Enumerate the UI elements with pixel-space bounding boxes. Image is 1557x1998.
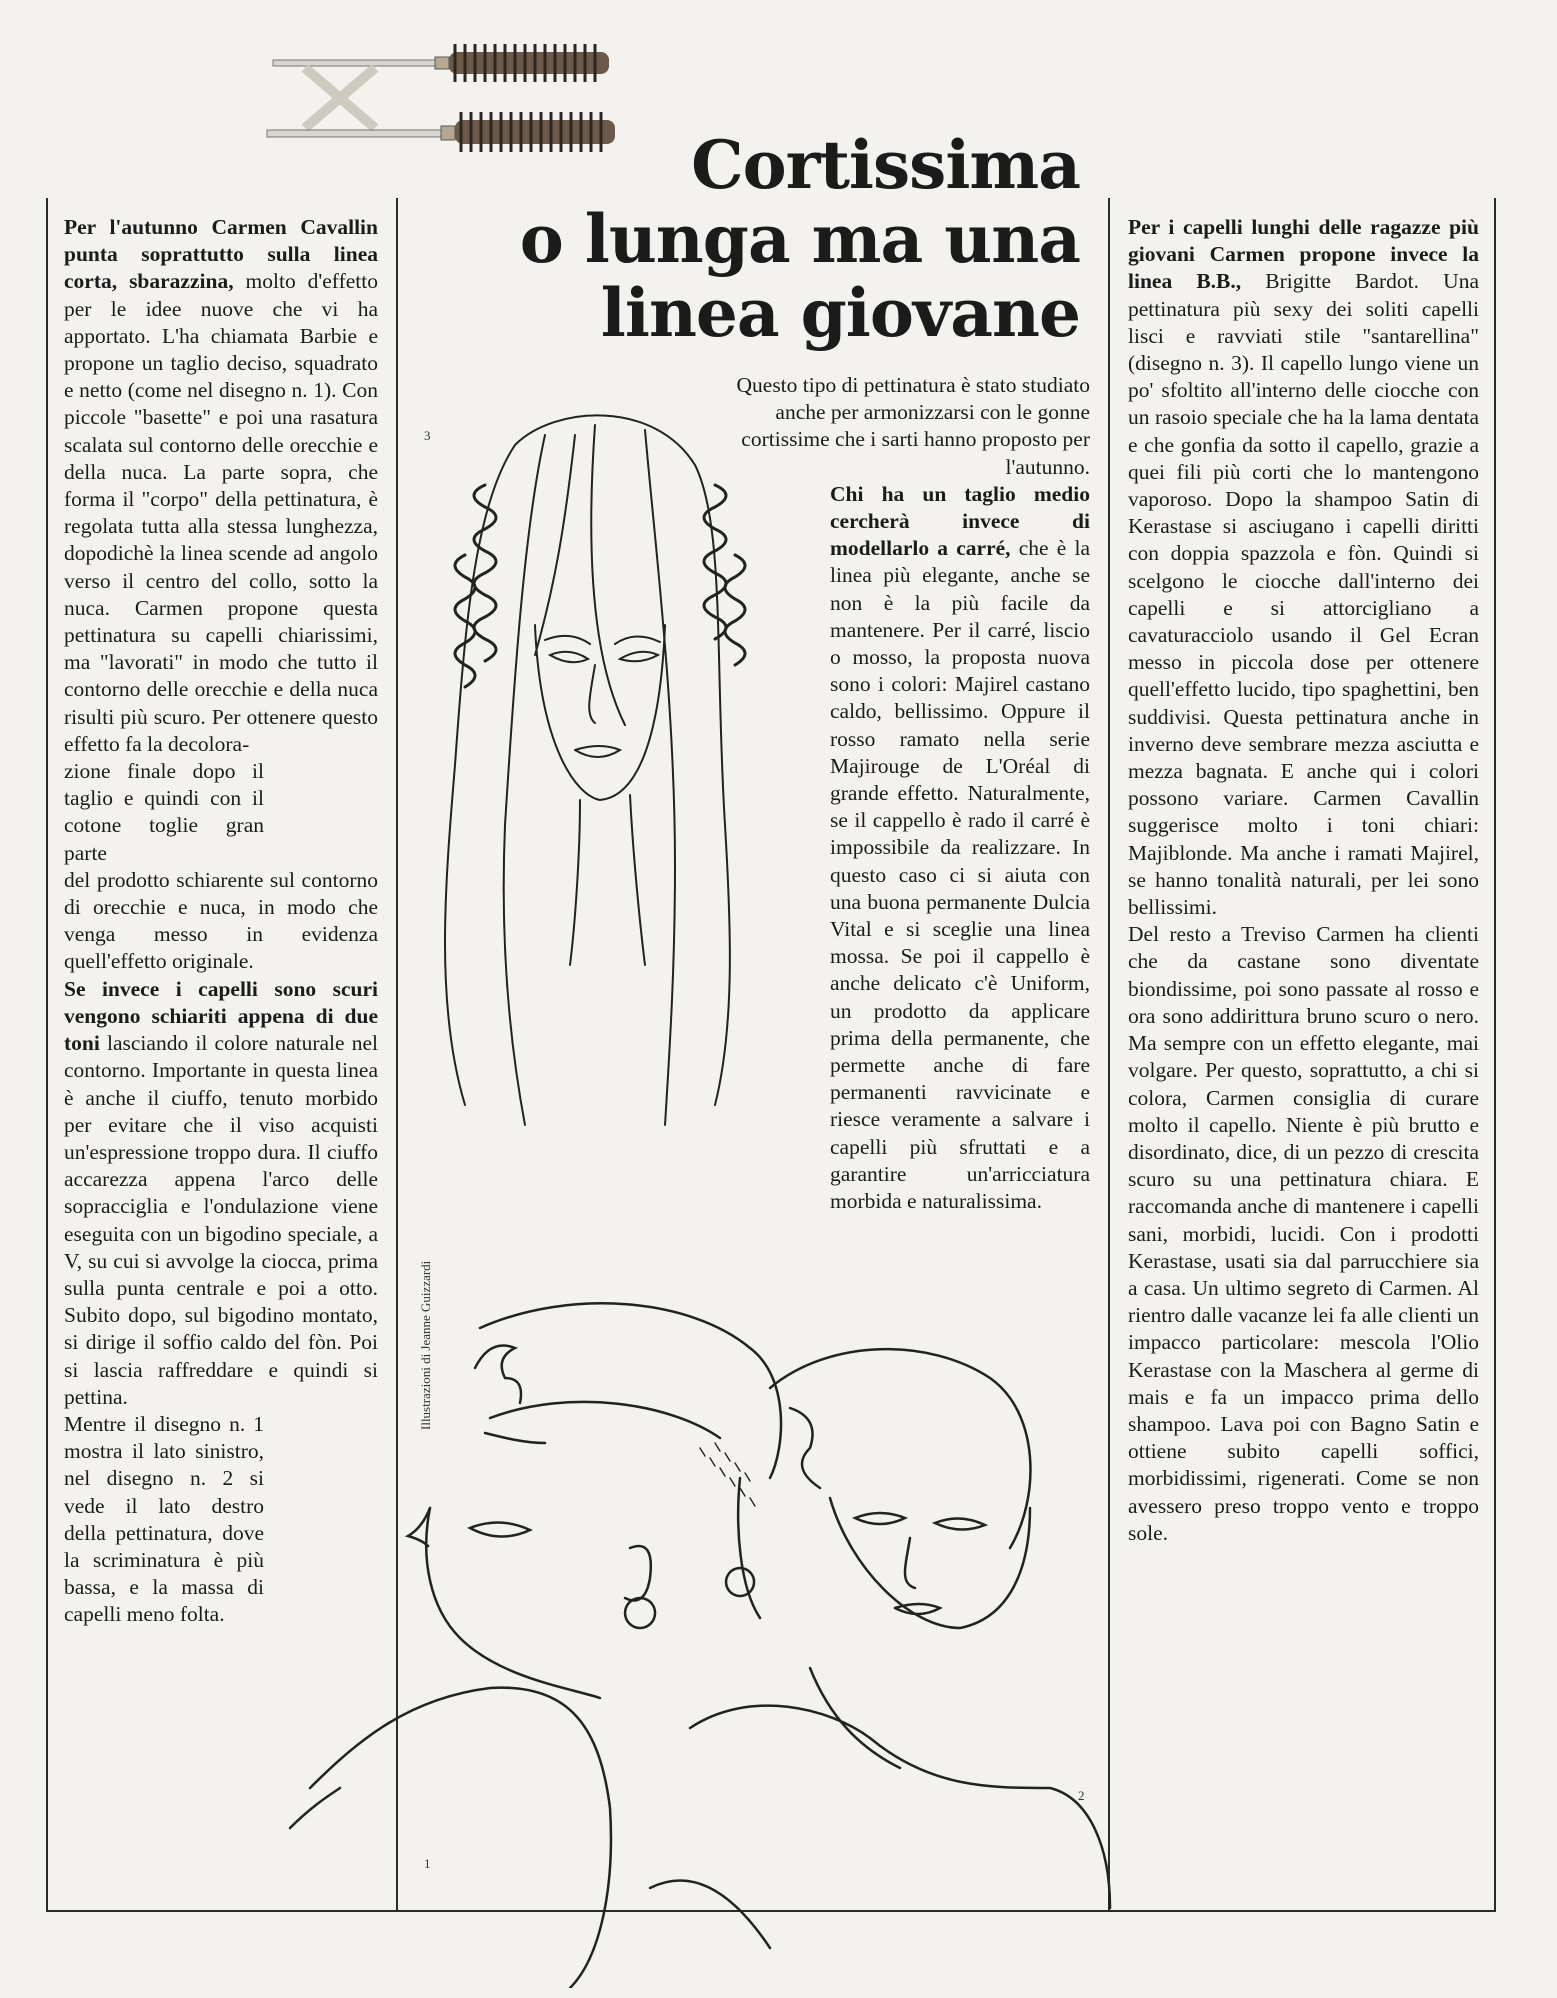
left-para-1 <box>64 214 378 758</box>
headline-line-1: Cortissima <box>691 126 1080 204</box>
left-para-1-wrap <box>64 758 264 867</box>
headline-line-2: o lunga ma una <box>519 200 1080 278</box>
rule-right-outer <box>1494 198 1496 1912</box>
left-para-1-narrow: zione finale dopo il taglio e quindi con il cotone toglie gran parte <box>64 759 264 865</box>
right-para-1 <box>1128 214 1479 921</box>
mid-para-2-text: che è la linea più elegante, anche se non è la più facile da mantenere. Per il carré, liscio o mosso, la proposta nuova sono i colori: Majirel castano caldo, bellissimo. Oppure il rosso ramato nella serie Majirouge de L'Oréal di grande effetto. Naturalmente, se il cappello è rado il carré è impossibile da realizzare. In questo caso ci si aiuta con una buona permanente Dulcia Vital e si sceglie una linea mossa. Se poi il cappello è anche delicato c'è Uniform, un prodotto da applicare prima della permanente, che permette anche di fare permanenti ravvicinate e riesce veramente a salvare i capelli più sfruttati e a garantire un'arricciatura morbida e naturalissima. <box>830 536 1090 1214</box>
mid-para-1 <box>690 372 1090 481</box>
right-para-2 <box>1128 921 1479 1547</box>
mid-para-2-bold: Chi ha un taglio medio cercherà invece di modellarlo a carré, <box>830 481 1090 561</box>
article-headline <box>440 128 1080 350</box>
right-lead-bold: Per i capelli lunghi delle ragazze più giovani Carmen propone invece la linea B.B., <box>1128 215 1479 294</box>
figure-1-label: 1 <box>424 1856 431 1871</box>
left-column <box>64 214 378 1629</box>
left-lead-bold: Per l'autunno Carmen Cavallin punta soprattutto sulla linea corta, sbarazzina, <box>64 215 378 294</box>
left-para-1-text: molto d'effetto per le idee nuove che vi ha apportato. L'ha chiamata Barbie e propone un taglio deciso, squadrato e netto (come nel disegno n. 1). Con piccole "basette" e poi una rasatura scalata sul contorno delle orecchie e della nuca. La parte sopra, che forma il "corpo" della pettinatura, è regolata tutta alla stessa lunghezza, dopodichè la linea scende ad angolo verso il centro del collo, sotto la nuca. Carmen propone questa pettinatura su capelli chiarissimi, ma "lavorati" in modo che tutto il contorno delle orecchie e della nuca risulti più scuro. Per ottenere questo effetto fa la decolora- <box>64 269 378 756</box>
left-para-3 <box>64 1411 264 1629</box>
right-para-2-text: Del resto a Treviso Carmen ha clienti che da castane sono diventate biondissime, poi sono passate al rosso e ora sono addirittura bruno scuro o nero. Ma sempre con un effetto elegante, mai volgare. Per questo, soprattutto, a chi si colora, Carmen consiglia di curare molto il capello. Niente è più brutto e disordinato, dice, di un pezzo di crescita scuro su una pettinatura chiara. E raccomanda anche di mantenere i capelli sani, morbidi, lucidi. Con i prodotti Kerastase, usati sia dal parrucchiere sia a casa. Un ultimo segreto di Carmen. Al rientro dalle vacanze lei fa alle clienti un impacco particolare: mescola l'Olio Kerastase con la Maschera al germe di mais e fa un impacco prima dello shampoo. Lava poi con Bagno Satin e ottiene subito capelli soffici, morbidissimi, rigenerati. Come se non avessero preso troppo vento e troppo sole. <box>1128 922 1479 1545</box>
left-para-1-end <box>64 867 378 976</box>
mid-para-1-text: Questo tipo di pettinatura è stato studiato anche per armonizzarsi con le gonne cortissime che i sarti hanno proposto per l'autunno. <box>736 373 1090 479</box>
right-column <box>1128 214 1479 1547</box>
headline-line-3: linea giovane <box>600 274 1080 352</box>
figure-2-label: 2 <box>1078 1788 1085 1803</box>
left-para-2 <box>64 976 378 1411</box>
hairstyle-illustrations-short <box>270 1268 1120 1988</box>
middle-column <box>690 372 1090 1215</box>
left-para-1-end-text: del prodotto schiarente sul contorno di orecchie e nuca, in modo che venga messo in evidenza quell'effetto originale. <box>64 867 378 974</box>
illustration-credit: Illustrazioni di Jeanne Guizzardi <box>418 1260 433 1430</box>
left-para-2-text: lasciando il colore naturale nel contorno. Importante in questa linea è anche il ciuffo, tenuto morbido per evitare che il viso acquisti un'espressione troppo dura. Il ciuffo accarezza appena l'arco delle sopracciglia e l'ondulazione viene eseguita con un bigodino speciale, a V, su cui si avvolge la ciocca, prima sulla punta centrale e poi a otto. Subito dopo, sul bigodino montato, si dirige il soffio caldo del fòn. Poi si lascia raffreddare e quindi si pettina. <box>64 1031 378 1409</box>
rule-left-outer <box>46 198 48 1912</box>
mid-para-2 <box>690 481 1090 1215</box>
right-para-1-text: Brigitte Bardot. Una pettinatura più sexy dei soliti capelli lisci e ravviati stile "santarellina" (disegno n. 3). Il capello lungo viene un po' sfoltito all'interno delle ciocche con un rasoio speciale che ha la lama dentata e che gonfia da sotto il capello, grazie a quei fili più corti che lo mantengono vaporoso. Dopo la shampoo Satin di Kerastase si asciugano i capelli diritti con doppia spazzola e fòn. Quindi si scelgono le ciocche dall'interno dei capelli e si attorcigliano a cavaturacciolo usando il Gel Ecran messo in piccola dose per ottenere quell'effetto lucido, tipo spaghettini, ben suddivisi. Questa pettinatura anche in inverno deve sembrare mezza asciutta e mezza bagnata. E anche qui i colori possono variare. Carmen Cavallin suggerisce molto i toni chiari: Majiblonde. Ma anche i ramati Majirel, se hanno tonalità naturali, per lei sono bellissimi. <box>1128 269 1479 920</box>
figure-3-label: 3 <box>424 428 431 443</box>
left-para-3-text: Mentre il disegno n. 1 mostra il lato sinistro, nel disegno n. 2 si vede il lato destro della pettinatura, dove la scriminatura è più bassa, e la massa di capelli meno folta. <box>64 1411 264 1627</box>
left-para-2-bold: Se invece i capelli sono scuri vengono schiariti appena di due toni <box>64 976 378 1056</box>
